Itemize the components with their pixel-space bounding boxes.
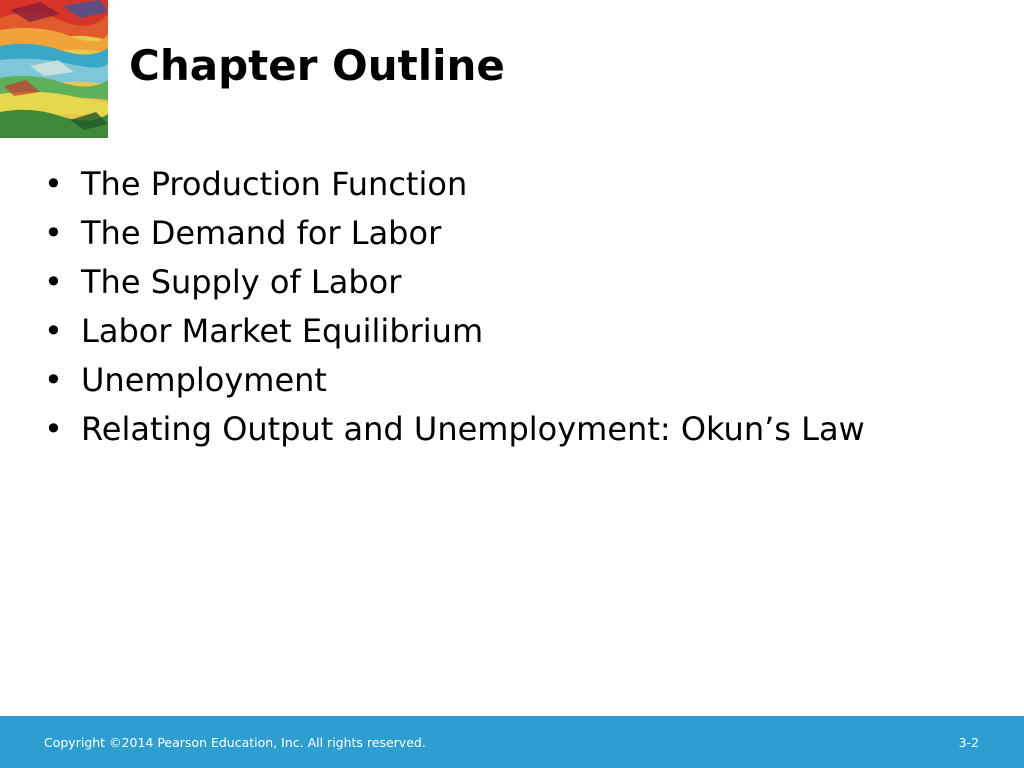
list-item-text: Unemployment bbox=[81, 361, 327, 399]
bullet-icon: • bbox=[44, 263, 63, 301]
list-item bbox=[44, 160, 865, 209]
bullet-icon: • bbox=[44, 165, 63, 203]
copyright-text: Copyright ©2014 Pearson Education, Inc. All rights reserved. bbox=[44, 735, 426, 750]
footer-bar bbox=[0, 716, 1024, 768]
list-item-text: Relating Output and Unemployment: Okun’s Law bbox=[81, 410, 865, 448]
bullet-icon: • bbox=[44, 361, 63, 399]
list-item-text: The Production Function bbox=[81, 165, 468, 203]
decorative-painting-image bbox=[0, 0, 108, 138]
outline-list bbox=[44, 160, 865, 454]
bullet-icon: • bbox=[44, 410, 63, 448]
list-item-text: The Supply of Labor bbox=[81, 263, 402, 301]
list-item-text: The Demand for Labor bbox=[81, 214, 442, 252]
slide-title: Chapter Outline bbox=[129, 41, 505, 90]
list-item bbox=[44, 209, 865, 258]
list-item bbox=[44, 258, 865, 307]
list-item bbox=[44, 405, 865, 454]
bullet-icon: • bbox=[44, 214, 63, 252]
list-item bbox=[44, 307, 865, 356]
bullet-icon: • bbox=[44, 312, 63, 350]
page-number: 3-2 bbox=[958, 735, 979, 750]
list-item-text: Labor Market Equilibrium bbox=[81, 312, 484, 350]
list-item bbox=[44, 356, 865, 405]
